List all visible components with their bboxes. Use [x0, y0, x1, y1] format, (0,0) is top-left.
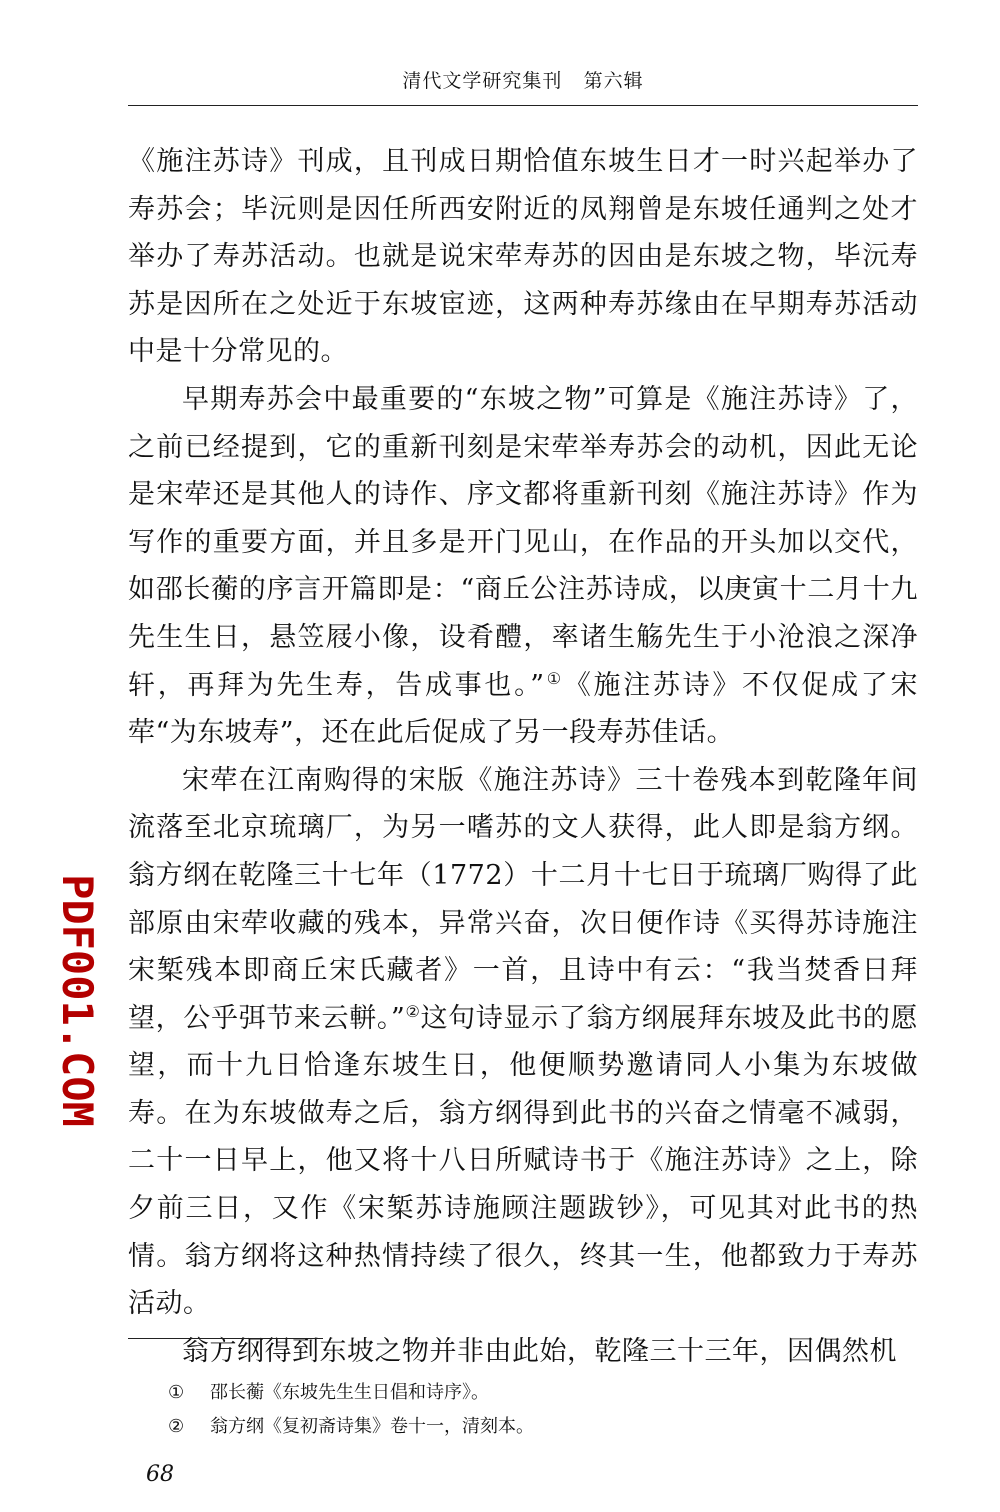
footnote-1-mark: ① [168, 1382, 185, 1403]
footnote-1-text: 邵长蘅《东坡先生生日倡和诗序》。 [210, 1382, 489, 1403]
paragraph-2 [128, 376, 918, 757]
paragraph-3 [128, 757, 918, 1328]
footnote-rule [128, 1338, 323, 1339]
footnote-ref-2: ② [405, 1001, 421, 1021]
running-header [128, 66, 918, 93]
journal-title: 清代文学研究集刊 [402, 70, 563, 92]
paragraph-3-text: 宋荦在江南购得的宋版《施注苏诗》三十卷残本到乾隆年间流落至北京琉璃厂，为另一嗜苏的文人获得，此人即是翁方纲。翁方纲在乾隆三十七年（1772）十二月十七日于琉璃厂购得了此部原由宋荦收藏的残本，异常兴奋，次日便作诗《买得苏诗施注宋椠残本即商丘宋氏藏者》一首，且诗中有云：“我当焚香日拜望，公乎弭节来云軿。” [128, 764, 918, 1034]
body-text [128, 138, 918, 1375]
footnotes [168, 1376, 888, 1444]
footnote-ref-1: ① [544, 668, 564, 688]
header-rule [128, 105, 918, 106]
footnote-2-mark: ② [168, 1416, 185, 1437]
paragraph-2-text: 早期寿苏会中最重要的“东坡之物”可算是《施注苏诗》了，之前已经提到，它的重新刊刻是宋荦举寿苏会的动机，因此无论是宋荦还是其他人的诗作、序文都将重新刊刻《施注苏诗》作为写作的重要方面，并且多是开门见山，在作品的开头加以交代，如邵长蘅的序言开篇即是：“商丘公注苏诗成，以庚寅十二月十九先生生日，悬笠屐小像，设肴醴，率诸生觞先生于小沧浪之深净轩，再拜为先生寿，告成事也。” [128, 383, 918, 701]
footnote-2-text: 翁方纲《复初斋诗集》卷十一，清刻本。 [210, 1416, 534, 1437]
volume-label: 第六辑 [583, 70, 644, 92]
footnote-1 [168, 1376, 888, 1410]
paragraph-2-text-cont: 《施注苏诗》不仅促成了宋荦“为东坡寿”，还在此后促成了另一段寿苏佳话。 [128, 669, 919, 749]
paragraph-4: 翁方纲得到东坡之物并非由此始，乾隆三十三年，因偶然机 [182, 1335, 897, 1367]
page-number: 68 [146, 1462, 174, 1487]
watermark [52, 875, 102, 1125]
paragraph-3-text-cont: 这句诗显示了翁方纲展拜东坡及此书的愿望，而十九日恰逢东坡生日，他便顺势邀请同人小集为东坡做寿。在为东坡做寿之后，翁方纲得到此书的兴奋之情毫不减弱，二十一日早上，他又将十八日所赋诗书于《施注苏诗》之上，除夕前三日，又作《宋椠苏诗施顾注题跋钞》，可见其对此书的热情。翁方纲将这种热情持续了很久，终其一生，他都致力于寿苏活动。 [128, 1002, 919, 1320]
watermark-text: PDF001.COM [52, 873, 102, 1127]
paragraph-1: 《施注苏诗》刊成，且刊成日期恰值东坡生日才一时兴起举办了寿苏会；毕沅则是因任所西安附近的凤翔曾是东坡任通判之处才举办了寿苏活动。也就是说宋荦寿苏的因由是东坡之物，毕沅寿苏是因所在之处近于东坡宦迹，这两种寿苏缘由在早期寿苏活动中是十分常见的。 [128, 146, 918, 368]
footnote-2 [168, 1410, 888, 1444]
